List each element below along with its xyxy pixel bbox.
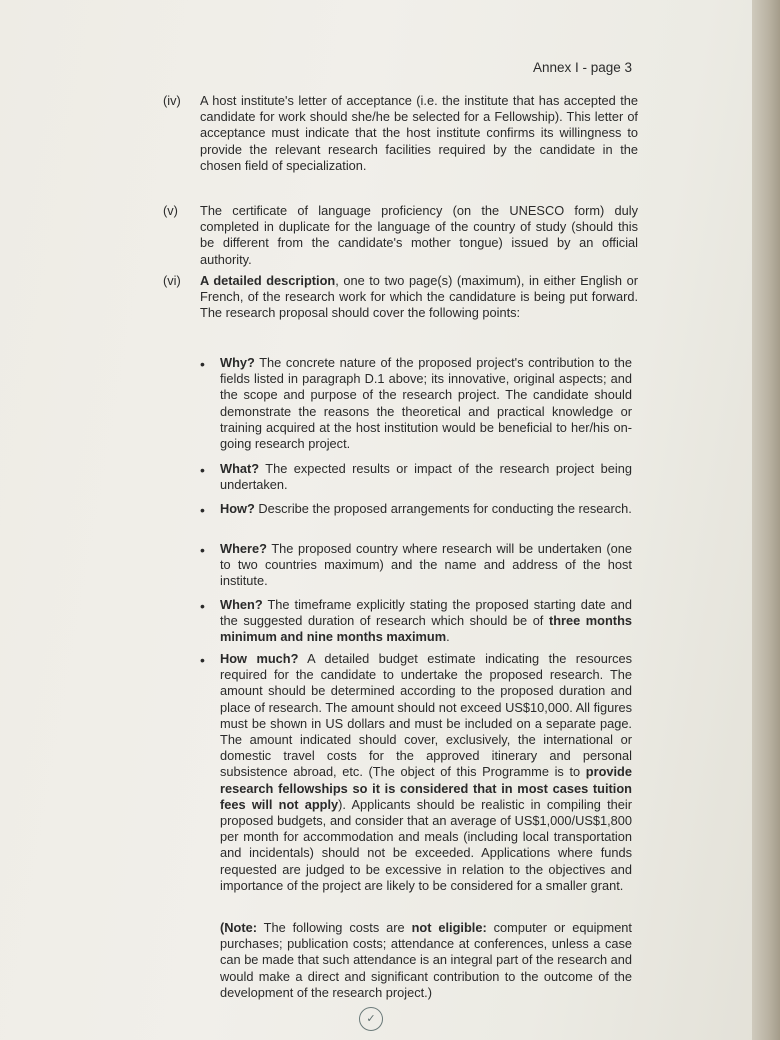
bullet-lead: How? [220,501,255,516]
item-number: (vi) [163,273,181,288]
bullet-end: ). Applicants should be realistic in compiling their proposed budgets, and consider that an average of US$1,000/US$1,800 per month for accommodation and meals (including local transportation and incidentals) should not be exceeded. Applications where funds requested are judged to be excessive in relation to the objectives and importance of the project are likely to be considered for a smaller grant. [220,796,632,893]
bullet-bold-tail: three months minimum and nine months maximum [220,613,632,645]
bullet-body: The expected results or impact of the research project being undertaken. [220,461,632,493]
bullet-body: Describe the proposed arrangements for conducting the research. [254,501,632,516]
page-number: Annex I - page 3 [533,60,633,75]
bullet-body: The proposed country where research will be undertaken (one to two countries maximum) and the name and address of the host institute. [220,541,632,589]
bullet-dot: • [200,356,205,372]
bullet-text [220,501,632,517]
bullet-lead: When? [220,597,263,612]
note-body: computer or equipment purchases; publication costs; attendance at conferences, unless a case can be made that such attendance is an integral part of the research and would make a direct and significant contribution to the outcome of the development of the research project.) [220,920,632,1000]
note-bold: not eligible: [411,920,487,935]
item-number: (v) [163,203,178,218]
bullet-text [220,597,632,646]
item-text: A host institute's letter of acceptance (i.e. the institute that has accepted the candidate for work should she/he be selected for a Fellowship). This letter of acceptance must indicate that the host institute confirms its willingness to provide the relevant research facilities required by the candidate in the chosen field of specialization. [200,93,638,173]
bullet-bold-tail: provide research fellowships so it is considered that in most cases tuition fees will not apply [220,764,632,812]
bullet-text [220,541,632,590]
bullet-body: The concrete nature of the proposed project's contribution to the fields listed in paragraph D.1 above; its innovative, original aspects; and the scope and purpose of the research project. The candidate should demonstrate the reasons the theoretical and practical knowledge or training acquired at the host institution would be beneficial to her/his on-going research project. [220,355,632,452]
item-text: The certificate of language proficiency (on the UNESCO form) duly completed in duplicate for the language of the country of study (should this be different from the candidate's mother tongue) issued by an official authority. [200,203,638,267]
bullet-end: . [446,629,450,645]
bullet-text [220,355,632,452]
note-text [220,920,632,1001]
bullet-dot: • [200,462,205,478]
bullet-dot: • [200,652,205,668]
bullet-lead: How much? [220,651,299,666]
item-number: (iv) [163,93,181,108]
bullet-body: A detailed budget estimate indicating the resources required for the candidate to undertake the proposed research. The amount should be determined according to the proposed duration and place of research. The amount should not exceed US$10,000. All figures must be shown in US dollars and must be included on a separate page. The amount indicated should cover, exclusively, the international or domestic travel costs for the approved itinerary and personal subsistence abroad, etc. (The object of this Programme is to [220,651,632,780]
bullet-dot: • [200,502,205,518]
item-bold-lead: A detailed description [200,273,336,288]
bullet-text [220,461,632,493]
page-edge-shadow [752,0,780,1040]
bullet-lead: What? [220,461,260,476]
item-text-body: , one to two page(s) (maximum), in either English or French, of the research work for which the candidature is being put forward. The research proposal should cover the following points: [200,273,638,321]
item-text [200,273,638,322]
note-pre: The following costs are [256,920,412,935]
bullet-text [220,651,632,894]
bullet-lead: Where? [220,541,267,556]
bullet-dot: • [200,598,205,614]
checkmark-stamp-icon: ✓ [359,1007,383,1031]
bullet-body: The timeframe explicitly stating the proposed starting date and the suggested duration of research which should be of [220,597,632,629]
bullet-dot: • [200,542,205,558]
bullet-lead: Why? [220,355,255,370]
note-lead: (Note: [220,920,257,935]
